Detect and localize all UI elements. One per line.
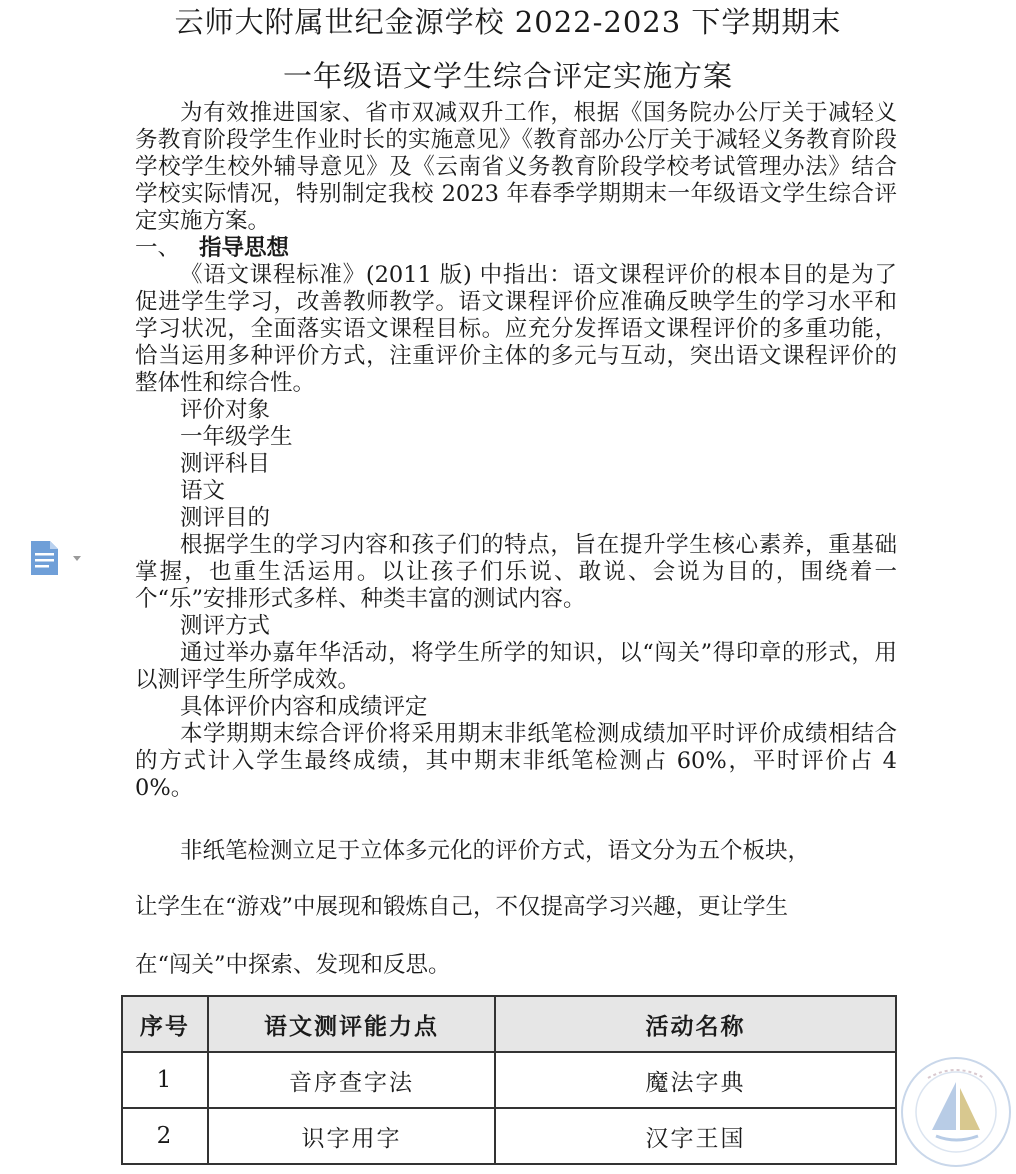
table-row <box>122 1052 896 1108</box>
assessment-table <box>121 995 897 1165</box>
eval-object-label: 评价对象 <box>180 397 271 423</box>
guiding-paragraph: 《语文课程标准》(2011 版) 中指出：语文课程评价的根本目的是为了促进学生学习，改善教师教学。语文课程评价应准确反映学生的学习水平和学习状况，全面落实语文课程目标。应充分发挥语文课程评价的多重功能，恰当运用多种评价方式，注重评价主体的多元与互动，突出语文课程评价的整体性和综合性。 <box>135 262 897 396</box>
table-cell: 2 <box>122 1108 208 1164</box>
nonpaper-line-3: 在“闯关”中探索、发现和反思。 <box>135 952 451 978</box>
content-paragraph: 本学期期末综合评价将采用期末非纸笔检测成绩加平时评价成绩相结合的方式计入学生最终成绩，其中期末非纸笔检测占 60%，平时评价占 40%。 <box>135 721 897 801</box>
table-header-cell: 语文测评能力点 <box>208 996 495 1052</box>
school-seal <box>898 1054 1014 1170</box>
table-header-cell: 活动名称 <box>495 996 896 1052</box>
document-title-line-1: 云师大附属世纪金源学校 2022-2023 下学期期末 <box>174 5 842 39</box>
table-cell: 音序查字法 <box>208 1052 495 1108</box>
table-header-row <box>122 996 896 1052</box>
intro-paragraph: 为有效推进国家、省市双减双升工作，根据《国务院办公厅关于减轻义务教育阶段学生作业时长的实施意见》《教育部办公厅关于减轻义务教育阶段学校学生校外辅导意见》及《云南省义务教育阶段学校考试管理办法》结合学校实际情况，特别制定我校 2023 年春季学期期末一年级语文学生综合评定实施方案。 <box>135 100 897 234</box>
table-header-cell: 序号 <box>122 996 208 1052</box>
purpose-paragraph: 根据学生的学习内容和孩子们的特点，旨在提升学生核心素养，重基础掌握，也重生活运用。以让孩子们乐说、敢说、会说为目的，围绕着一个“乐”安排形式多样、种类丰富的测试内容。 <box>135 532 897 612</box>
subject-label: 测评科目 <box>180 451 271 477</box>
section-number: 一、 <box>135 235 181 261</box>
chevron-down-icon <box>73 556 81 561</box>
nonpaper-line-1: 非纸笔检测立足于立体多元化的评价方式，语文分为五个板块， <box>180 838 811 864</box>
purpose-label: 测评目的 <box>180 505 271 531</box>
document-title-line-2: 一年级语文学生综合评定实施方案 <box>282 59 733 93</box>
table-cell: 1 <box>122 1052 208 1108</box>
subject-value: 语文 <box>180 478 226 504</box>
section-heading <box>135 235 897 262</box>
document-icon[interactable] <box>28 538 88 578</box>
method-label: 测评方式 <box>180 613 271 639</box>
content-label: 具体评价内容和成绩评定 <box>180 694 428 720</box>
table-row <box>122 1108 896 1164</box>
table-cell: 魔法字典 <box>495 1052 896 1108</box>
section-title: 指导思想 <box>199 235 290 261</box>
method-paragraph: 通过举办嘉年华活动，将学生所学的知识，以“闯关”得印章的形式，用以测评学生所学成效。 <box>135 640 897 693</box>
nonpaper-line-2: 让学生在“游戏”中展现和锻炼自己，不仅提高学习兴趣，更让学生 <box>135 894 789 920</box>
table-cell: 汉字王国 <box>495 1108 896 1164</box>
eval-object-value: 一年级学生 <box>180 424 293 450</box>
document-body <box>135 100 897 802</box>
table-cell: 识字用字 <box>208 1108 495 1164</box>
